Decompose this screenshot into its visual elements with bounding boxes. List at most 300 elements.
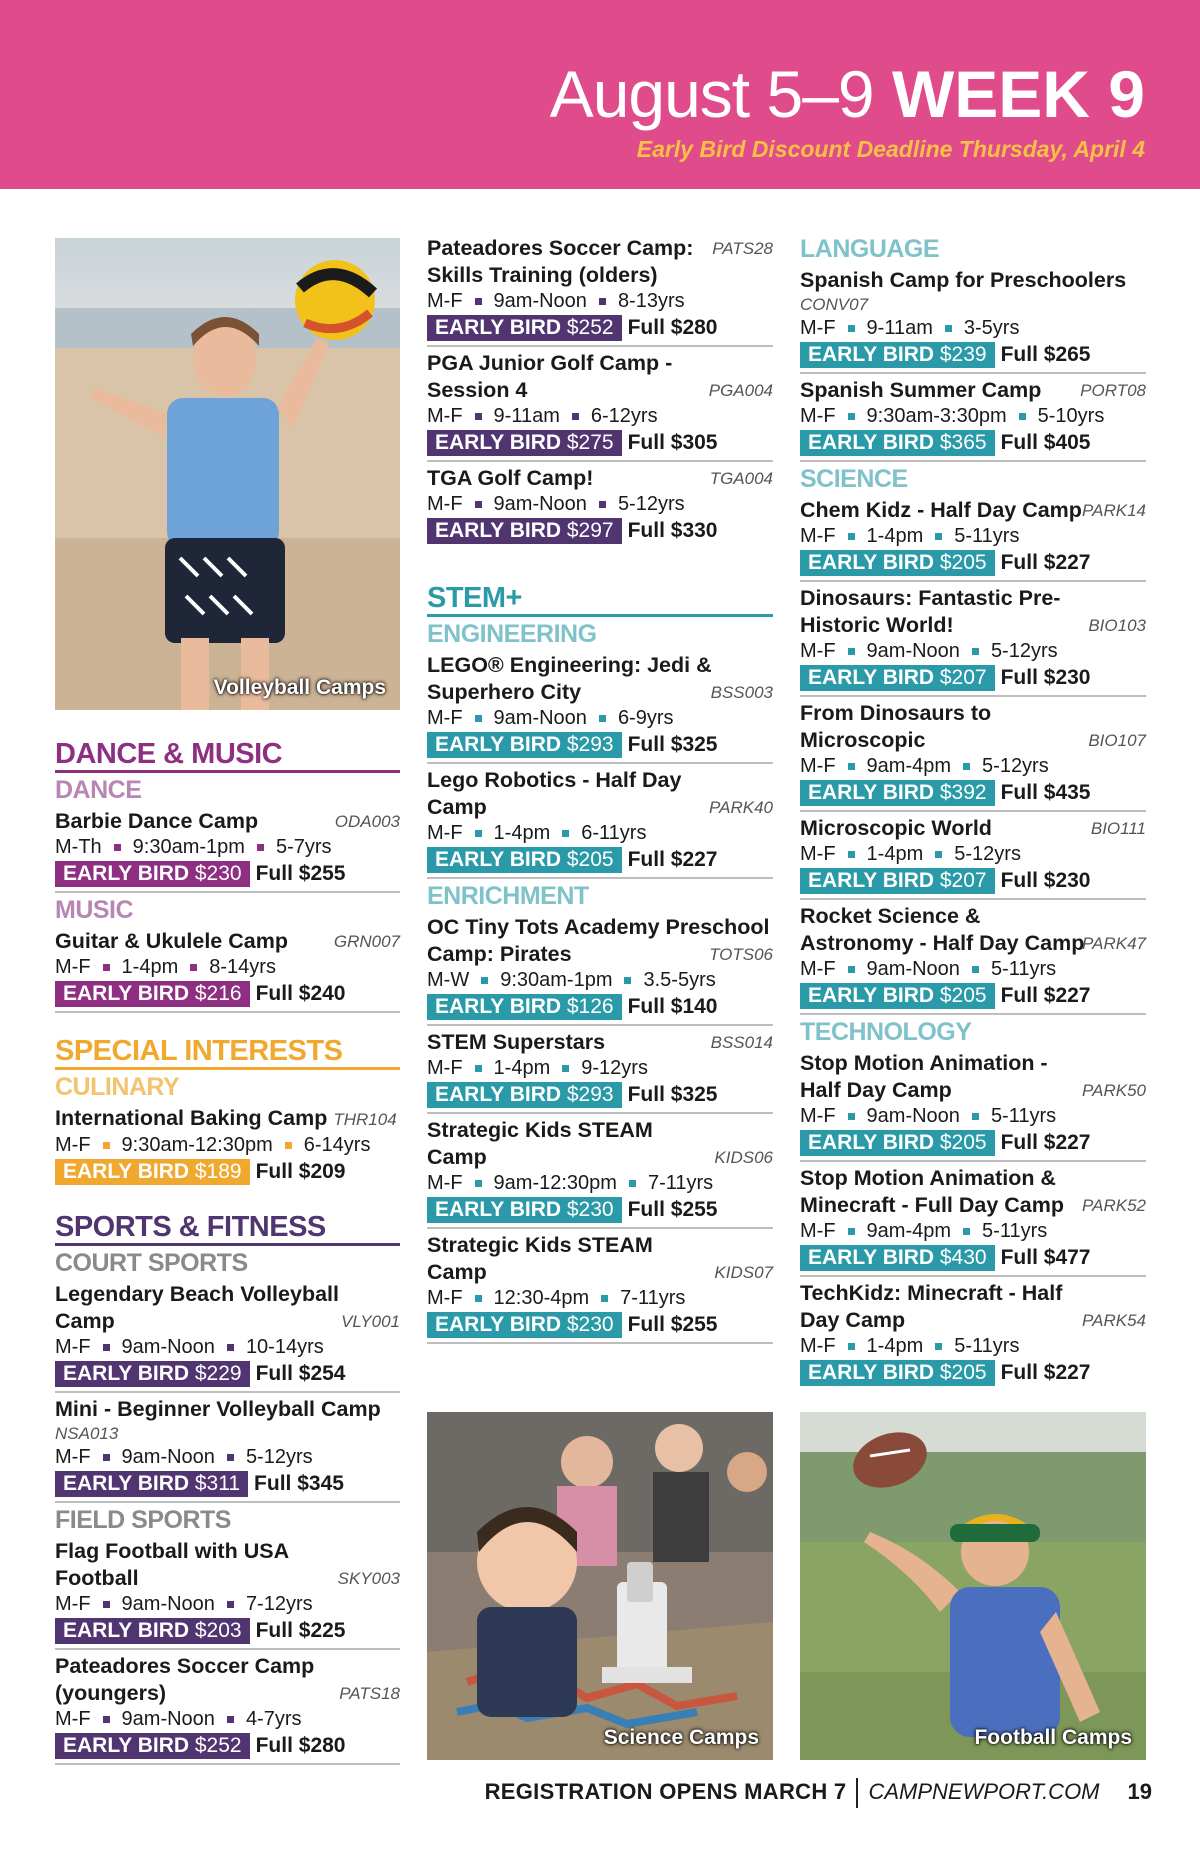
bullet-icon <box>475 715 482 722</box>
full-price: $345 <box>297 1472 344 1495</box>
early-bird-price: $365 <box>939 431 987 454</box>
camp-age: 5-11yrs <box>982 1220 1048 1242</box>
camp-days: M-F <box>800 405 836 427</box>
camp-code: PARK52 <box>1082 1196 1146 1215</box>
bullet-icon <box>562 830 569 837</box>
camp-age: 10-14yrs <box>245 1336 324 1358</box>
subsection-language: LANGUAGE <box>800 235 940 263</box>
column-2 <box>427 232 773 1344</box>
camp-name: Guitar & Ukulele Camp <box>55 929 288 953</box>
subsection-field-sports: FIELD SPORTS <box>55 1506 231 1534</box>
camp-code: THR104 <box>333 1110 397 1129</box>
camp-code: PARK40 <box>709 798 773 817</box>
camp-days: M-F <box>427 1287 463 1309</box>
full-price: $227 <box>670 848 718 871</box>
camp-name: TechKidz: Minecraft - Half Day Camp <box>800 1281 1063 1332</box>
early-bird-badge: EARLY BIRD $203 <box>55 1618 250 1644</box>
early-bird-price: $205 <box>939 551 987 574</box>
camp-code: PARK14 <box>1082 501 1146 520</box>
full-price: $405 <box>1043 431 1091 454</box>
camp-code: BSS003 <box>710 683 773 702</box>
camp-listing: International Baking Camp THR104 M-F 9:30am-12:30pm 6-14yrs EARLY BIRD $189 Full $209 <box>55 1106 397 1183</box>
camp-time: 9am-Noon <box>866 958 960 980</box>
bullet-icon <box>848 1228 855 1235</box>
bullet-icon <box>848 1343 855 1350</box>
bullet-icon <box>848 533 855 540</box>
week-title <box>550 52 1145 136</box>
camp-listing: Strategic Kids STEAM Camp KIDS07 M-F 12:30-4pm 7-11yrs EARLY BIRD $230 Full $255 <box>427 1229 773 1344</box>
camp-time: 1-4pm <box>493 1057 551 1079</box>
early-bird-badge: EARLY BIRD $252 <box>427 315 622 341</box>
early-bird-price: $205 <box>939 1131 987 1154</box>
camp-time: 1-4pm <box>866 1335 924 1357</box>
bullet-icon <box>1019 413 1026 420</box>
camp-name: Strategic Kids STEAM Camp <box>427 1118 653 1169</box>
camp-code: TOTS06 <box>709 945 773 964</box>
full-price: $280 <box>670 316 718 339</box>
camp-code: CONV07 <box>800 295 869 314</box>
camp-time: 9am-Noon <box>493 493 587 515</box>
subsection-science: SCIENCE <box>800 465 908 493</box>
volleyball-photo <box>55 238 400 710</box>
early-bird-price: $203 <box>194 1619 242 1642</box>
full-price: $254 <box>298 1362 346 1385</box>
bullet-icon <box>963 1228 970 1235</box>
camp-time: 9am-Noon <box>121 1336 215 1358</box>
bullet-icon <box>103 964 110 971</box>
camp-name: Strategic Kids STEAM Camp <box>427 1233 653 1284</box>
full-price: $325 <box>670 733 718 756</box>
camp-days: M-F <box>427 707 463 729</box>
camp-days: M-F <box>55 1593 91 1615</box>
camp-age: 8-14yrs <box>209 956 276 978</box>
camp-time: 1-4pm <box>866 843 924 865</box>
early-bird-price: $189 <box>194 1160 242 1183</box>
camp-days: M-F <box>800 1220 836 1242</box>
camp-age: 6-11yrs <box>581 822 647 844</box>
column-1 <box>55 728 400 1765</box>
camp-listing: Mini - Beginner Volleyball Camp NSA013 M-F 9am-Noon 5-12yrs EARLY BIRD $311 Full $345 <box>55 1393 400 1503</box>
subsection-engineering: ENGINEERING <box>427 620 597 648</box>
bullet-icon <box>103 1454 110 1461</box>
camp-age: 5-12yrs <box>990 640 1058 662</box>
camp-days: M-F <box>800 317 836 339</box>
camp-code: BSS014 <box>710 1033 773 1052</box>
volleyball-caption: Volleyball Camps <box>213 676 386 699</box>
registration-notice: REGISTRATION OPENS MARCH 7 <box>484 1778 847 1804</box>
camp-age: 7-12yrs <box>245 1593 313 1615</box>
camp-name: Mini - Beginner Volleyball Camp <box>55 1397 381 1421</box>
early-bird-price: $311 <box>194 1472 241 1495</box>
early-bird-badge: EARLY BIRD $126 <box>427 994 622 1020</box>
early-bird-price: $230 <box>194 862 242 885</box>
early-bird-price: $430 <box>939 1246 987 1269</box>
camp-days: M-F <box>55 1446 91 1468</box>
camp-time: 9am-4pm <box>866 755 952 777</box>
bullet-icon <box>257 844 264 851</box>
full-price: $255 <box>670 1313 718 1336</box>
camp-name: International Baking Camp <box>55 1106 328 1130</box>
camp-name: TGA Golf Camp! <box>427 466 594 490</box>
camp-age: 5-12yrs <box>245 1446 313 1468</box>
camp-age: 6-9yrs <box>617 707 674 729</box>
bullet-icon <box>972 1113 979 1120</box>
full-price: $477 <box>1043 1246 1091 1269</box>
early-bird-deadline: Early Bird Discount Deadline Thursday, April 4 <box>636 136 1145 162</box>
camp-days: M-F <box>427 822 463 844</box>
early-bird-price: $239 <box>939 343 987 366</box>
bullet-icon <box>629 1180 636 1187</box>
camp-age: 6-12yrs <box>590 405 658 427</box>
bullet-icon <box>475 298 482 305</box>
full-price: $280 <box>298 1734 346 1757</box>
camp-listing: Flag Football with USA Football SKY003 M-F 9am-Noon 7-12yrs EARLY BIRD $203 Full $225 <box>55 1535 400 1650</box>
camp-code: PATS18 <box>339 1684 400 1703</box>
bullet-icon <box>848 413 855 420</box>
camp-time: 1-4pm <box>121 956 179 978</box>
footer-divider <box>856 1778 858 1808</box>
bullet-icon <box>475 413 482 420</box>
early-bird-price: $207 <box>939 666 987 689</box>
bullet-icon <box>114 844 121 851</box>
subsection-technology: TECHNOLOGY <box>800 1018 972 1046</box>
camp-time: 9-11am <box>866 317 933 339</box>
bullet-icon <box>599 715 606 722</box>
early-bird-badge: EARLY BIRD $205 <box>800 1130 995 1156</box>
bullet-icon <box>848 325 855 332</box>
camp-time: 9am-Noon <box>121 1708 215 1730</box>
week-number: WEEK 9 <box>891 57 1145 131</box>
camp-age: 5-11yrs <box>954 525 1020 547</box>
camp-listing: Pateadores Soccer Camp (youngers) PATS18 M-F 9am-Noon 4-7yrs EARLY BIRD $252 Full $280 <box>55 1650 400 1765</box>
camp-name: Dinosaurs: Fantastic Pre-Historic World! <box>800 586 1061 637</box>
early-bird-price: $205 <box>939 984 987 1007</box>
camp-listing: STEM Superstars BSS014 M-F 1-4pm 9-12yrs EARLY BIRD $293 Full $325 <box>427 1026 773 1114</box>
camp-time: 9am-12:30pm <box>493 1172 617 1194</box>
section-dance-music: DANCE & MUSIC <box>55 738 400 773</box>
bullet-icon <box>227 1344 234 1351</box>
early-bird-price: $229 <box>194 1362 242 1385</box>
subsection-music: MUSIC <box>55 896 134 924</box>
camp-age: 7-11yrs <box>620 1287 686 1309</box>
bullet-icon <box>599 298 606 305</box>
early-bird-badge: EARLY BIRD $239 <box>800 342 995 368</box>
camp-days: M-F <box>427 493 463 515</box>
camp-age: 5-12yrs <box>954 843 1021 865</box>
column-3 <box>800 232 1146 1390</box>
camp-name: Stop Motion Animation - Half Day Camp <box>800 1051 1048 1102</box>
early-bird-price: $275 <box>566 431 614 454</box>
bullet-icon <box>599 501 606 508</box>
bullet-icon <box>935 533 942 540</box>
bullet-icon <box>848 763 855 770</box>
full-price: $325 <box>670 1083 718 1106</box>
bullet-icon <box>475 1065 482 1072</box>
camp-time: 9am-Noon <box>493 290 587 312</box>
camp-age: 5-11yrs <box>990 958 1057 980</box>
camp-time: 9:30am-1pm <box>500 969 613 991</box>
early-bird-price: $293 <box>566 1083 614 1106</box>
early-bird-badge: EARLY BIRD $207 <box>800 868 995 894</box>
camp-age: 5-11yrs <box>990 1105 1057 1127</box>
camp-code: PORT08 <box>1080 381 1146 400</box>
bullet-icon <box>848 851 855 858</box>
camp-time: 9am-Noon <box>121 1593 215 1615</box>
early-bird-badge: EARLY BIRD $392 <box>800 780 995 806</box>
camp-time: 9am-4pm <box>866 1220 952 1242</box>
full-price: $227 <box>1043 1361 1091 1384</box>
header-banner <box>0 0 1200 189</box>
camp-listing: Microscopic World BIO111 M-F 1-4pm 5-12yrs EARLY BIRD $207 Full $230 <box>800 812 1146 900</box>
camp-days: M-F <box>55 1708 91 1730</box>
bullet-icon <box>624 977 631 984</box>
camp-age: 3.5-5yrs <box>643 969 716 991</box>
early-bird-price: $207 <box>939 869 987 892</box>
early-bird-badge: EARLY BIRD $230 <box>427 1312 622 1338</box>
camp-listing: Barbie Dance Camp ODA003 M-Th 9:30am-1pm 5-7yrs EARLY BIRD $230 Full $255 <box>55 805 400 893</box>
camp-name: STEM Superstars <box>427 1030 606 1054</box>
camp-code: KIDS06 <box>714 1148 773 1167</box>
bullet-icon <box>848 648 855 655</box>
science-photo <box>427 1412 773 1760</box>
camp-code: ODA003 <box>334 812 400 831</box>
early-bird-price: $230 <box>566 1198 614 1221</box>
camp-time: 9am-Noon <box>866 1105 960 1127</box>
bullet-icon <box>227 1716 234 1723</box>
camp-listing: From Dinosaurs to Microscopic BIO107 M-F 9am-4pm 5-12yrs EARLY BIRD $392 Full $435 <box>800 697 1146 812</box>
bullet-icon <box>601 1295 608 1302</box>
website-link[interactable]: CAMPNEWPORT.COM <box>868 1778 1100 1804</box>
camp-listing: Stop Motion Animation - Half Day Camp PARK50 M-F 9am-Noon 5-11yrs EARLY BIRD $205 Full $227 <box>800 1047 1146 1162</box>
bullet-icon <box>562 1065 569 1072</box>
early-bird-price: $216 <box>194 982 242 1005</box>
camp-days: M-Th <box>55 836 102 858</box>
camp-name: Flag Football with USA Football <box>55 1539 289 1590</box>
football-caption: Football Camps <box>974 1726 1132 1749</box>
camp-days: M-F <box>800 525 836 547</box>
camp-time: 9:30am-12:30pm <box>121 1134 273 1156</box>
camp-age: 3-5yrs <box>963 317 1020 339</box>
full-price: $435 <box>1043 781 1091 804</box>
full-price: $240 <box>298 982 346 1005</box>
camp-code: PARK54 <box>1082 1311 1146 1330</box>
camp-days: M-F <box>55 1134 91 1156</box>
camp-name: OC Tiny Tots Academy Preschool Camp: Pirates <box>427 915 770 966</box>
camp-time: 1-4pm <box>493 822 551 844</box>
early-bird-badge: EARLY BIRD $205 <box>800 1360 995 1386</box>
football-photo <box>800 1412 1146 1760</box>
full-price: $230 <box>1043 666 1091 689</box>
page-footer <box>485 1778 1152 1808</box>
early-bird-badge: EARLY BIRD $275 <box>427 430 622 456</box>
early-bird-badge: EARLY BIRD $293 <box>427 1082 622 1108</box>
bullet-icon <box>935 851 942 858</box>
camp-code: PATS28 <box>712 239 773 258</box>
bullet-icon <box>972 648 979 655</box>
camp-listing: Pateadores Soccer Camp: Skills Training (olders) PATS28 M-F 9am-Noon 8-13yrs EARLY BIRD $252 Full $280 <box>427 232 773 347</box>
early-bird-price: $252 <box>566 316 614 339</box>
camp-listing: Chem Kidz - Half Day Camp PARK14 M-F 1-4pm 5-11yrs EARLY BIRD $205 Full $227 <box>800 494 1146 582</box>
subsection-culinary: CULINARY <box>55 1073 180 1101</box>
science-caption: Science Camps <box>603 1726 759 1749</box>
full-price: $225 <box>298 1619 346 1642</box>
early-bird-badge: EARLY BIRD $297 <box>427 518 622 544</box>
camp-name: From Dinosaurs to Microscopic <box>800 701 992 752</box>
camp-listing: OC Tiny Tots Academy Preschool Camp: Pirates TOTS06 M-W 9:30am-1pm 3.5-5yrs EARLY BIRD $126 Full $140 <box>427 911 773 1026</box>
camp-time: 9am-Noon <box>866 640 960 662</box>
camp-listing: Stop Motion Animation & Minecraft - Full Day Camp PARK52 M-F 9am-4pm 5-11yrs EARLY BIRD $430 Full $477 <box>800 1162 1146 1277</box>
camp-days: M-W <box>427 969 470 991</box>
camp-listing: LEGO® Engineering: Jedi & Superhero City BSS003 M-F 9am-Noon 6-9yrs EARLY BIRD $293 Full $325 <box>427 649 773 764</box>
camp-name: Barbie Dance Camp <box>55 809 259 833</box>
camp-age: 7-11yrs <box>647 1172 714 1194</box>
bullet-icon <box>103 1601 110 1608</box>
full-price: $255 <box>670 1198 718 1221</box>
early-bird-badge: EARLY BIRD $230 <box>55 861 250 887</box>
subsection-dance: DANCE <box>55 776 142 804</box>
camp-listing: Spanish Camp for Preschoolers CONV07 M-F 9-11am 3-5yrs EARLY BIRD $239 Full $265 <box>800 264 1146 374</box>
bullet-icon <box>103 1716 110 1723</box>
camp-time: 9:30am-1pm <box>132 836 245 858</box>
camp-name: Microscopic World <box>800 816 992 840</box>
full-price: $305 <box>670 431 718 454</box>
bullet-icon <box>848 966 855 973</box>
camp-age: 5-11yrs <box>954 1335 1020 1357</box>
camp-name: Pateadores Soccer Camp: Skills Training (olders) <box>427 236 694 287</box>
camp-days: M-F <box>800 755 836 777</box>
camp-listing: Spanish Summer Camp PORT08 M-F 9:30am-3:30pm 5-10yrs EARLY BIRD $365 Full $405 <box>800 374 1146 462</box>
section-special-interests: SPECIAL INTERESTS <box>55 1035 400 1070</box>
camp-days: M-F <box>800 1335 836 1357</box>
early-bird-badge: EARLY BIRD $293 <box>427 732 622 758</box>
camp-code: PGA004 <box>708 381 773 400</box>
camp-name: Rocket Science & Astronomy - Half Day Camp <box>800 904 1085 955</box>
camp-code: PARK50 <box>1082 1081 1146 1100</box>
camp-listing: Rocket Science & Astronomy - Half Day Camp PARK47 M-F 9am-Noon 5-11yrs EARLY BIRD $205 Full $227 <box>800 900 1146 1015</box>
camp-listing: TGA Golf Camp! TGA004 M-F 9am-Noon 5-12yrs EARLY BIRD $297 Full $330 <box>427 466 773 542</box>
camp-days: M-F <box>800 1105 836 1127</box>
early-bird-badge: EARLY BIRD $311 <box>55 1471 248 1497</box>
page-number: 19 <box>1127 1778 1152 1804</box>
bullet-icon <box>475 830 482 837</box>
camp-age: 9-12yrs <box>581 1057 648 1079</box>
bullet-icon <box>103 1142 110 1149</box>
early-bird-price: $205 <box>939 1361 987 1384</box>
early-bird-badge: EARLY BIRD $205 <box>427 847 622 873</box>
camp-age: 4-7yrs <box>245 1708 302 1730</box>
camp-code: BIO107 <box>1088 731 1146 750</box>
camp-name: Stop Motion Animation & Minecraft - Full Day Camp <box>800 1166 1065 1217</box>
camp-age: 5-12yrs <box>982 755 1049 777</box>
camp-age: 5-7yrs <box>275 836 332 858</box>
camp-name: LEGO® Engineering: Jedi & Superhero City <box>427 653 712 704</box>
bullet-icon <box>103 1344 110 1351</box>
full-price: $230 <box>1043 869 1091 892</box>
camp-listing: TechKidz: Minecraft - Half Day Camp PARK54 M-F 1-4pm 5-11yrs EARLY BIRD $205 Full $227 <box>800 1281 1146 1384</box>
camp-listing: Guitar & Ukulele Camp GRN007 M-F 1-4pm 8-14yrs EARLY BIRD $216 Full $240 <box>55 925 400 1013</box>
camp-name: PGA Junior Golf Camp - Session 4 <box>427 351 673 402</box>
camp-age: 5-12yrs <box>617 493 685 515</box>
camp-name: Spanish Summer Camp <box>800 378 1042 402</box>
camp-time: 9am-Noon <box>121 1446 215 1468</box>
bullet-icon <box>963 763 970 770</box>
camp-name: Spanish Camp for Preschoolers <box>800 268 1127 292</box>
camp-days: M-F <box>55 956 91 978</box>
early-bird-price: $205 <box>566 848 614 871</box>
camp-time: 9am-Noon <box>493 707 587 729</box>
early-bird-badge: EARLY BIRD $216 <box>55 981 250 1007</box>
full-price: $209 <box>298 1160 346 1183</box>
camp-age: 5-10yrs <box>1037 405 1105 427</box>
early-bird-price: $297 <box>566 519 614 542</box>
subsection-court-sports: COURT SPORTS <box>55 1249 248 1277</box>
full-price: $140 <box>670 995 718 1018</box>
early-bird-price: $230 <box>566 1313 614 1336</box>
bullet-icon <box>848 1113 855 1120</box>
bullet-icon <box>190 964 197 971</box>
bullet-icon <box>972 966 979 973</box>
camp-time: 9:30am-3:30pm <box>866 405 1007 427</box>
camp-listing: Legendary Beach Volleyball Camp VLY001 M-F 9am-Noon 10-14yrs EARLY BIRD $229 Full $254 <box>55 1278 400 1393</box>
camp-name: Pateadores Soccer Camp (youngers) <box>55 1654 315 1705</box>
early-bird-price: $126 <box>566 995 614 1018</box>
bullet-icon <box>475 1180 482 1187</box>
camp-listing: PGA Junior Golf Camp - Session 4 PGA004 M-F 9-11am 6-12yrs EARLY BIRD $275 Full $305 <box>427 347 773 462</box>
bullet-icon <box>475 501 482 508</box>
early-bird-badge: EARLY BIRD $189 <box>55 1159 250 1185</box>
full-price: $330 <box>670 519 718 542</box>
full-price: $227 <box>1043 1131 1091 1154</box>
early-bird-price: $392 <box>939 781 987 804</box>
camp-days: M-F <box>427 1172 463 1194</box>
camp-time: 12:30-4pm <box>493 1287 590 1309</box>
bullet-icon <box>285 1142 292 1149</box>
camp-age: 6-14yrs <box>303 1134 371 1156</box>
full-price: $265 <box>1043 343 1091 366</box>
early-bird-badge: EARLY BIRD $229 <box>55 1361 250 1387</box>
early-bird-badge: EARLY BIRD $205 <box>800 983 995 1009</box>
early-bird-badge: EARLY BIRD $365 <box>800 430 995 456</box>
week-dates: August 5–9 <box>549 57 874 131</box>
camp-days: M-F <box>427 1057 463 1079</box>
camp-days: M-F <box>800 843 836 865</box>
bullet-icon <box>572 413 579 420</box>
early-bird-badge: EARLY BIRD $252 <box>55 1733 250 1759</box>
camp-listing: Strategic Kids STEAM Camp KIDS06 M-F 9am-12:30pm 7-11yrs EARLY BIRD $230 Full $255 <box>427 1114 773 1229</box>
camp-listing: Dinosaurs: Fantastic Pre-Historic World! BIO103 M-F 9am-Noon 5-12yrs EARLY BIRD $207 Full $230 <box>800 582 1146 697</box>
section-stem: STEM+ <box>427 582 773 617</box>
camp-code: KIDS07 <box>714 1263 773 1282</box>
camp-name: Chem Kidz - Half Day Camp <box>800 498 1082 522</box>
camp-name: Legendary Beach Volleyball Camp <box>55 1282 339 1333</box>
camp-time: 1-4pm <box>866 525 924 547</box>
camp-name: Lego Robotics - Half Day Camp <box>427 768 682 819</box>
early-bird-badge: EARLY BIRD $230 <box>427 1197 622 1223</box>
camp-days: M-F <box>55 1336 91 1358</box>
camp-days: M-F <box>800 958 836 980</box>
camp-code: PARK47 <box>1082 934 1146 953</box>
camp-days: M-F <box>427 290 463 312</box>
camp-code: BIO111 <box>1090 819 1146 838</box>
early-bird-price: $252 <box>194 1734 242 1757</box>
camp-code: NSA013 <box>55 1424 119 1443</box>
early-bird-badge: EARLY BIRD $205 <box>800 550 995 576</box>
subsection-enrichment: ENRICHMENT <box>427 882 589 910</box>
camp-code: VLY001 <box>341 1312 400 1331</box>
camp-code: TGA004 <box>709 469 773 488</box>
early-bird-badge: EARLY BIRD $207 <box>800 665 995 691</box>
camp-code: BIO103 <box>1088 616 1146 635</box>
